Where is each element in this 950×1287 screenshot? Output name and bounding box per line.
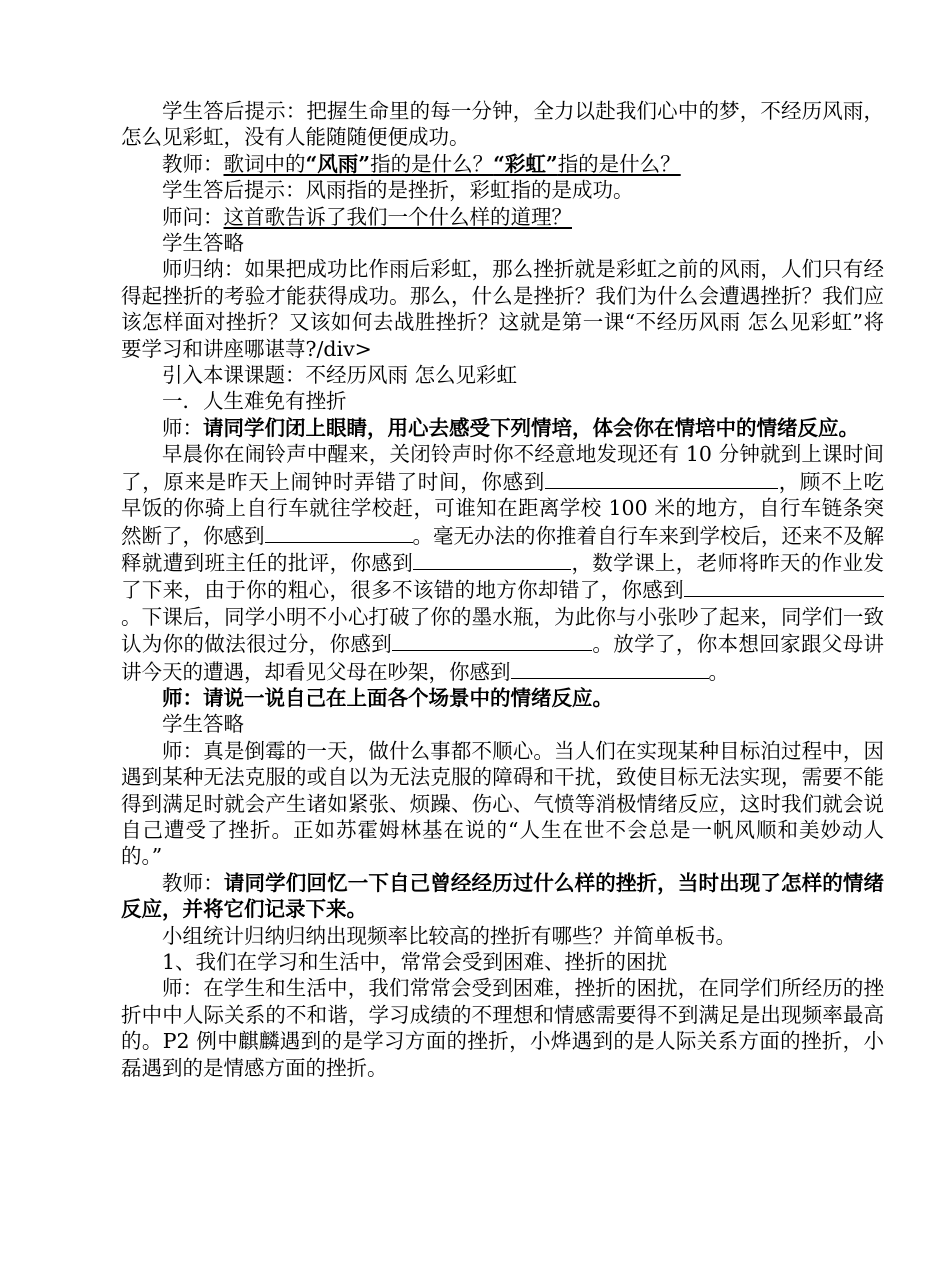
paragraph-teacher-prompt [121,685,884,711]
bold-term: “风雨” [305,151,371,176]
paragraph-intro-topic [121,362,884,388]
bold-instruction: 请说一说自己在上面各个场景中的情绪反应。 [203,685,613,710]
text: 学生答略 [162,231,244,256]
text: 。放学了，你本想回家跟父母讲讲今天的遭遇，却看见父母在吵架，你感到 [121,632,885,684]
speaker-label: 师问： [162,204,224,229]
paragraph-group-stats [121,923,884,949]
paragraph-teacher-conclusion [121,975,884,1081]
underlined-question: 这首歌告诉了我们一个什么样的道理？ [223,204,572,229]
bold-instruction: 请同学们闭上眼睛，用心去感受下列情培，体会你在情培中的情绪反应。 [203,415,859,440]
paragraph-student-hint-2 [121,177,884,203]
text: 。 [708,659,729,684]
speaker-label: 师： [162,685,203,710]
fill-blank [511,658,654,679]
paragraph-teacher-explanation [121,738,884,870]
paragraph-student-answer [121,230,884,256]
text: ，顾不上吃早饭的你骑上自行车就往学校赶，可谁知在距离学校 100 米的地方，自行车链条突然断了，你感到 [121,469,884,548]
text: 小组统计归纳归纳出现频率比较高的挫折有哪些？并简单板书。 [162,923,736,948]
paragraph-teacher-ask [121,204,884,230]
paragraph-student-answer-2 [121,711,884,737]
paragraph-teacher-question [121,151,884,177]
underlined-question [224,152,681,176]
speaker-label: 教师： [162,151,224,176]
text: 1、我们在学习和生活中，常常会受到困难、挫折的困扰 [162,950,668,974]
text: 引入本课课题：不经历风雨 怎么见彩虹 [162,363,518,388]
paragraph-scenario [121,441,884,685]
bold-instruction: 请同学们回忆一下自己曾经经历过什么样的挫折，当时出现了怎样的情绪反应，并将它们记录下来。 [121,870,885,922]
fill-blank [413,549,571,570]
bold-term: “彩虹” [493,151,558,176]
fill-blank [654,658,709,679]
paragraph-teacher-summary [121,256,884,362]
speaker-label: 师： [162,415,203,440]
text: 早晨你在闹铃声中醒来，关闭铃声时你不经意地发现还有 10 分钟就到上课时间了，原来是昨天上闹钟时弄错了时间，你感到 [121,442,884,494]
text: 一．人生难免有挫折 [162,389,347,414]
text: 师归纳：如果把成功比作雨后彩虹，那么挫折就是彩虹之前的风雨，人们只有经得起挫折的考验才能获得成功。那么，什么是挫折？我们为什么会遭遇挫折？我们应该怎样面对挫折？又该如何去战胜挫折？这就是第一课“不经历风雨 怎么见彩虹”将要学习和讲座哪谌荨?/div> [121,257,884,361]
section-heading [121,388,884,414]
paragraph-student-hint-1 [121,98,884,151]
paragraph-teacher-recall [121,870,884,923]
text: 指的是什么？ [370,151,494,176]
paragraph-teacher-instruction [121,415,884,441]
fill-blank [684,576,884,597]
fill-blank [745,468,778,489]
text: 学生答后提示：风雨指的是挫折，彩虹指的是成功。 [162,178,634,203]
paragraph-point-1 [121,949,884,975]
fill-blank [265,522,413,543]
text: 师：在学生和生活中，我们常常会受到困难，挫折的困扰，在同学们所经历的挫折中中人际关系的不和谐，学习成绩的不理想和情感需要得不到满足是出现频率最高的。P2 例中麒麟遇到的是学习方面的挫折，小烨遇到的是人际关系方面的挫折，小磊遇到的是情感方面的挫折。 [121,976,884,1080]
fill-blank [392,630,592,651]
text: ，数学课上，老师将昨天的作业发了下来，由于你的粗心，很多不该错的地方你却错了，你感到 [121,550,885,603]
text: 。下课后，同学小明不小心打破了你的墨水瓶，为此你与小张吵了起来，同学们一致认为你的做法很过分，你感到 [121,604,884,657]
text: 学生答后提示：把握生命里的每一分钟，全力以赴我们心中的梦，不经历风雨，怎么见彩虹，没有人能随随便便成功。 [121,99,884,150]
text: 歌词中的 [223,151,306,176]
text: 师：真是倒霉的一天，做什么事都不顺心。当人们在实现某种目标泊过程中，因遇到某种无法克服的或自以为无法克服的障碍和干扰，致使目标无法实现，需要不能得到满足时就会产生诸如紧张、烦躁、伤心、气愤等消极情绪反应，这时我们就会说自己遭受了挫折。正如苏霍姆林基在说的“人生在世不会总是一帆风顺和美妙动人的。” [121,738,884,869]
text: 指的是什么？ [557,151,681,176]
text: 。毫无办法的你推着自行车来到学校后，还来不及解释就遭到班主任的批评，你感到 [121,523,884,575]
document-page [121,98,884,1081]
speaker-label: 教师： [162,870,224,895]
fill-blank [545,468,745,489]
text: 学生答略 [162,712,244,737]
